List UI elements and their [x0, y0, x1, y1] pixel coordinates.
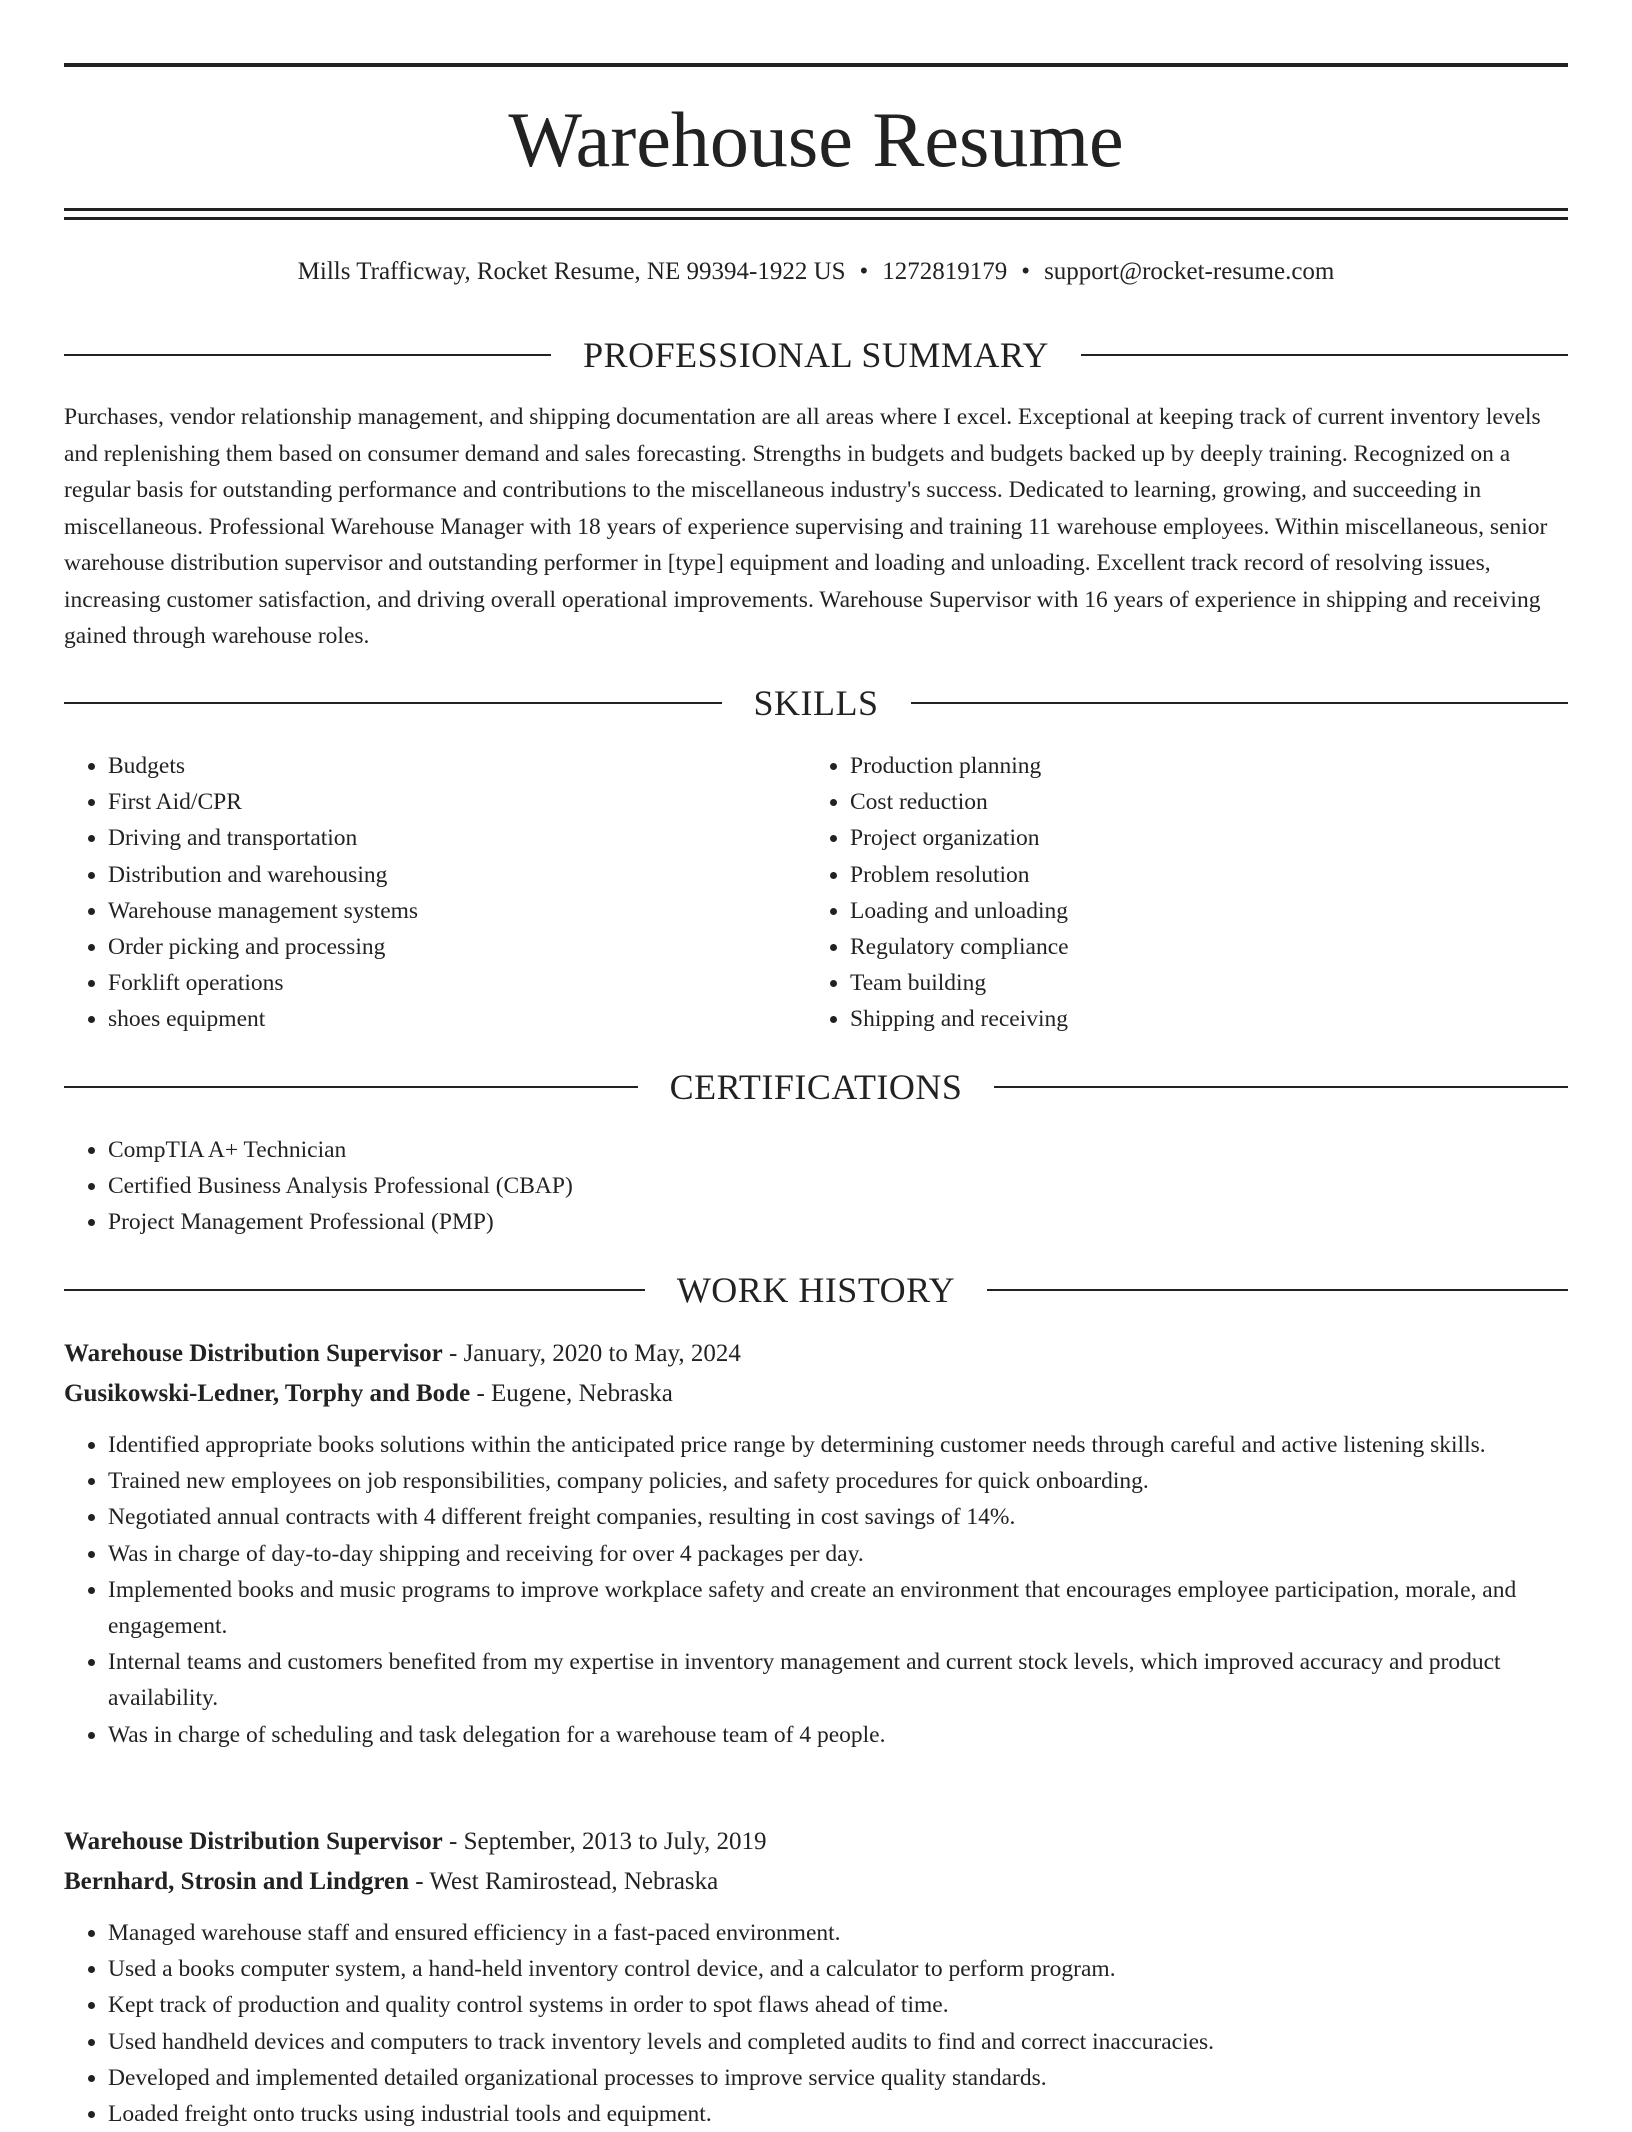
skill-item: • Budgets	[108, 748, 764, 784]
job-bullet: • Was in charge of scheduling and task delegation for a warehouse team of 4 people.	[108, 1717, 1568, 1753]
section-title-summary: PROFESSIONAL SUMMARY	[583, 335, 1049, 375]
certifications-block	[64, 1132, 1568, 1241]
section-rule	[994, 1086, 1568, 1088]
section-rule	[64, 1289, 645, 1291]
skill-item: • Project organization	[850, 820, 1506, 856]
job-bullet: • Developed and implemented detailed organizational processes to improve service quality standards.	[108, 2060, 1568, 2096]
job-bullet: • Negotiated annual contracts with 4 different freight companies, resulting in cost savings of 14%.	[108, 1499, 1568, 1535]
skill-item: • Problem resolution	[850, 857, 1506, 893]
section-header-skills	[64, 681, 1568, 725]
certification-item: • Certified Business Analysis Professional (CBAP)	[108, 1168, 1568, 1204]
contact-address: Mills Trafficway, Rocket Resume, NE 99394-1922 US	[297, 258, 846, 285]
section-title-certifications: CERTIFICATIONS	[669, 1067, 963, 1107]
job-bullet: • Implemented books and music programs to improve workplace safety and create an environment that encourages employee participation, morale, and engagement.	[108, 1572, 1568, 1644]
job-company-line	[64, 1374, 1568, 1414]
job-bullets	[64, 1915, 1568, 2132]
job-bullet: • Trained new employees on job responsibilities, company policies, and safety procedures for quick onboarding.	[108, 1463, 1568, 1499]
certifications-list	[64, 1132, 1568, 1241]
skill-item: • Order picking and processing	[108, 929, 764, 965]
section-header-certifications	[64, 1065, 1568, 1109]
skill-item: • Forklift operations	[108, 965, 764, 1001]
summary-text: Purchases, vendor relationship management, and shipping documentation are all areas where I excel. Exceptional at keeping track of current inventory levels and replenishing them based on consumer demand and sales forecasting. Strengths in budgets and budgets backed up by deeply training. Recognized on a regular basis for outstanding performance and contributions to the miscellaneous industry's success. Dedicated to learning, growing, and succeeding in miscellaneous. Professional Warehouse Manager with 18 years of experience supervising and training 11 warehouse employees. Within miscellaneous, senior warehouse distribution supervisor and outstanding performer in [type] equipment and loading and unloading. Excellent track record of resolving issues, increasing customer satisfaction, and driving overall operational improvements. Warehouse Supervisor with 16 years of experience in shipping and receiving gained through warehouse roles.	[64, 404, 1548, 649]
skills-column-left	[64, 748, 764, 1038]
job-location: - West Ramirostead, Nebraska	[409, 1868, 719, 1895]
job-title-line	[64, 1334, 1568, 1374]
skill-item: • Team building	[850, 965, 1506, 1001]
skill-item: • Distribution and warehousing	[108, 857, 764, 893]
skill-item: • Loading and unloading	[850, 893, 1506, 929]
skill-item: • Warehouse management systems	[108, 893, 764, 929]
skill-item: • Driving and transportation	[108, 820, 764, 856]
job-title-line	[64, 1822, 1568, 1862]
skills-column-right	[806, 748, 1506, 1038]
skills-list-left	[64, 748, 764, 1038]
section-header-summary	[64, 333, 1568, 377]
skill-item: • Regulatory compliance	[850, 929, 1506, 965]
skill-item: • First Aid/CPR	[108, 784, 764, 820]
section-header-work-history	[64, 1268, 1568, 1312]
job-company: Bernhard, Strosin and Lindgren	[64, 1868, 410, 1895]
title-double-rule	[64, 208, 1568, 220]
job-bullet: • Used a books computer system, a hand-held inventory control device, and a calculator to perform program.	[108, 1951, 1568, 1987]
job-bullets-block	[64, 1915, 1568, 2132]
job-bullet: • Used handheld devices and computers to track inventory levels and completed audits to find and correct inaccuracies.	[108, 2024, 1568, 2060]
contact-phone: 1272819179	[882, 258, 1008, 285]
job-bullet: • Managed warehouse staff and ensured efficiency in a fast-paced environment.	[108, 1915, 1568, 1951]
contact-separator: •	[1021, 258, 1031, 285]
job-dates: - January, 2020 to May, 2024	[442, 1340, 741, 1367]
job-title: Warehouse Distribution Supervisor	[64, 1340, 443, 1367]
section-title-work-history: WORK HISTORY	[676, 1270, 956, 1310]
skill-item: • shoes equipment	[108, 1001, 764, 1037]
section-rule	[1081, 354, 1568, 356]
job-bullet: • Loaded freight onto trucks using industrial tools and equipment.	[108, 2096, 1568, 2132]
job-location: - Eugene, Nebraska	[470, 1380, 673, 1407]
job-company-line	[64, 1862, 1568, 1902]
section-rule	[64, 354, 551, 356]
skill-item: • Cost reduction	[850, 784, 1506, 820]
skill-item: • Production planning	[850, 748, 1506, 784]
certification-item: • CompTIA A+ Technician	[108, 1132, 1568, 1168]
skills-list-right	[806, 748, 1506, 1038]
job-title: Warehouse Distribution Supervisor	[64, 1828, 443, 1855]
certification-item: • Project Management Professional (PMP)	[108, 1204, 1568, 1240]
top-rule	[64, 63, 1568, 67]
section-rule	[64, 1086, 638, 1088]
contact-line	[64, 252, 1568, 292]
contact-separator: •	[859, 258, 869, 285]
resume-title: Warehouse Resume	[508, 96, 1124, 183]
contact-email: support@rocket-resume.com	[1044, 258, 1335, 285]
job-bullets	[64, 1427, 1568, 1753]
section-rule	[987, 1289, 1568, 1291]
job-dates: - September, 2013 to July, 2019	[442, 1828, 767, 1855]
section-title-skills: SKILLS	[753, 683, 879, 723]
job-company: Gusikowski-Ledner, Torphy and Bode	[64, 1380, 471, 1407]
job-bullet: • Kept track of production and quality control systems in order to spot flaws ahead of time.	[108, 1987, 1568, 2023]
job-bullets-block	[64, 1427, 1568, 1753]
skill-item: • Shipping and receiving	[850, 1001, 1506, 1037]
section-rule	[64, 702, 722, 704]
job-bullet: • Internal teams and customers benefited from my expertise in inventory management and current stock levels, which improved accuracy and product availability.	[108, 1644, 1568, 1716]
job-bullet: • Identified appropriate books solutions within the anticipated price range by determining customer needs through careful and active listening skills.	[108, 1427, 1568, 1463]
job-bullet: • Was in charge of day-to-day shipping and receiving for over 4 packages per day.	[108, 1536, 1568, 1572]
section-rule	[911, 702, 1569, 704]
